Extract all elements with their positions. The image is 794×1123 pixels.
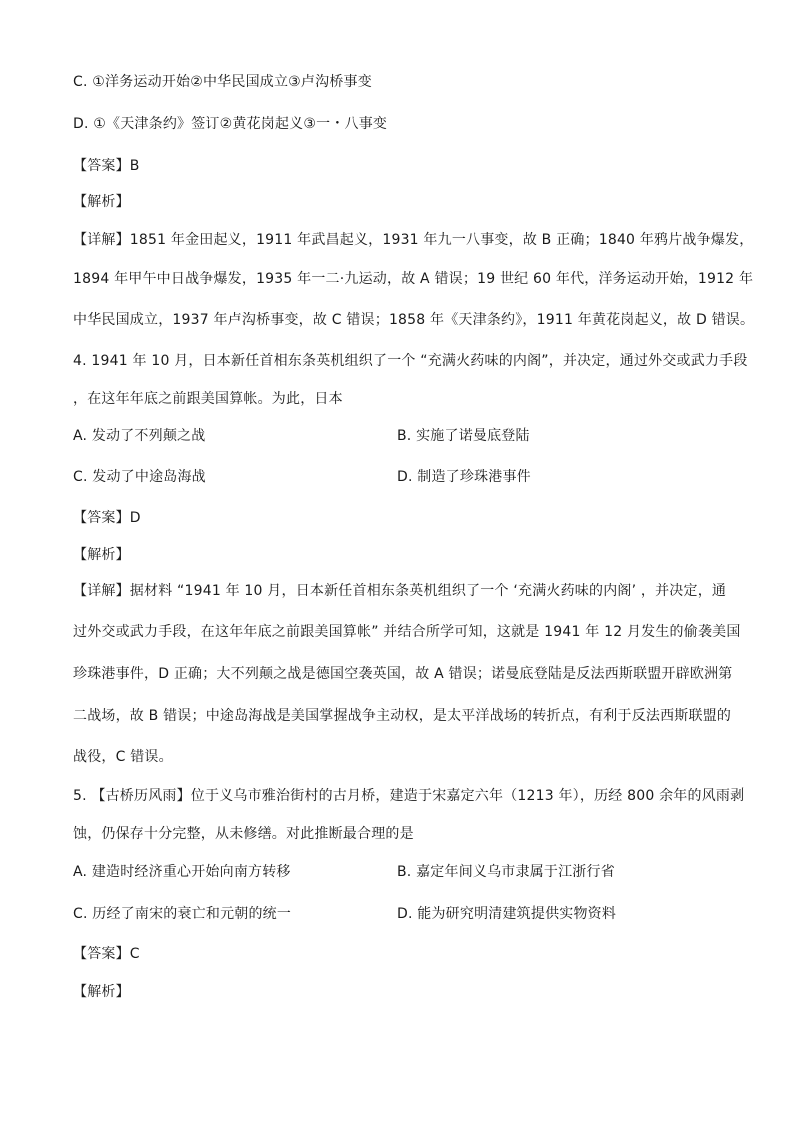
- q4-detail-line: 战役，C 错误。: [73, 749, 173, 765]
- q4-stem-line: ，在这年年底之前跟美国算帐。为此，日本: [73, 391, 343, 407]
- q5-stem-line: 5. 【古桥历风雨】位于义乌市雅治街村的古月桥，建造于宋嘉定六年（1213 年），历经 800 余年的风雨剥: [73, 788, 745, 804]
- q3-option-c: C. ①洋务运动开始②中华民国成立③卢沟桥事变: [73, 74, 372, 90]
- q5-option-a: A. 建造时经济重心开始向南方转移: [73, 864, 291, 880]
- q3-answer: 【答案】B: [73, 158, 140, 174]
- q5-option-b: B. 嘉定年间义乌市隶属于江浙行省: [397, 864, 615, 880]
- q4-analysis-heading: 【解析】: [73, 547, 130, 563]
- q4-option-b: B. 实施了诺曼底登陆: [397, 428, 530, 444]
- q3-option-d: D. ①《天津条约》签订②黄花岗起义③一・八事变: [73, 116, 388, 132]
- q4-stem-line: 4. 1941 年 10 月，日本新任首相东条英机组织了一个 “充满火药味的内阁”，并决定，通过外交或武力手段: [73, 353, 748, 369]
- q4-option-c: C. 发动了中途岛海战: [73, 469, 206, 485]
- q3-detail-line: 1894 年甲午中日战争爆发，1935 年一二·九运动，故 A 错误；19 世纪 60 年代，洋务运动开始，1912 年: [73, 271, 754, 287]
- q3-detail-line: 中华民国成立，1937 年卢沟桥事变，故 C 错误；1858 年《天津条约》，1911 年黄花岗起义，故 D 错误。: [73, 312, 755, 328]
- q4-detail-line: 【详解】据材料 “1941 年 10 月，日本新任首相东条英机组织了一个 ‘充满火药味的内阁’ ，并决定，通: [73, 583, 727, 599]
- q4-detail-line: 珍珠港事件，D 正确；大不列颠之战是德国空袭英国，故 A 错误；诺曼底登陆是反法西斯联盟开辟欧洲第: [73, 666, 733, 682]
- q4-option-d: D. 制造了珍珠港事件: [397, 469, 531, 485]
- q4-detail-line: 过外交或武力手段，在这年年底之前跟美国算帐” 并结合所学可知，这就是 1941 年 12 月发生的偷袭美国: [73, 624, 741, 640]
- q5-option-d: D. 能为研究明清建筑提供实物资料: [397, 906, 617, 922]
- q4-option-a: A. 发动了不列颠之战: [73, 428, 206, 444]
- q5-answer: 【答案】C: [73, 946, 140, 962]
- q5-analysis-heading: 【解析】: [73, 984, 130, 1000]
- q3-analysis-heading: 【解析】: [73, 194, 130, 210]
- q3-detail-line: 【详解】1851 年金田起义，1911 年武昌起义，1931 年九一八事变，故 B 正确；1840 年鸦片战争爆发，: [73, 232, 754, 248]
- q4-answer: 【答案】D: [73, 510, 141, 526]
- q5-option-c: C. 历经了南宋的衰亡和元朝的统一: [73, 906, 292, 922]
- q5-stem-line: 蚀，仍保存十分完整，从未修缮。对此推断最合理的是: [73, 826, 414, 842]
- q4-detail-line: 二战场，故 B 错误；中途岛海战是美国掌握战争主动权，是太平洋战场的转折点，有利于反法西斯联盟的: [73, 708, 732, 724]
